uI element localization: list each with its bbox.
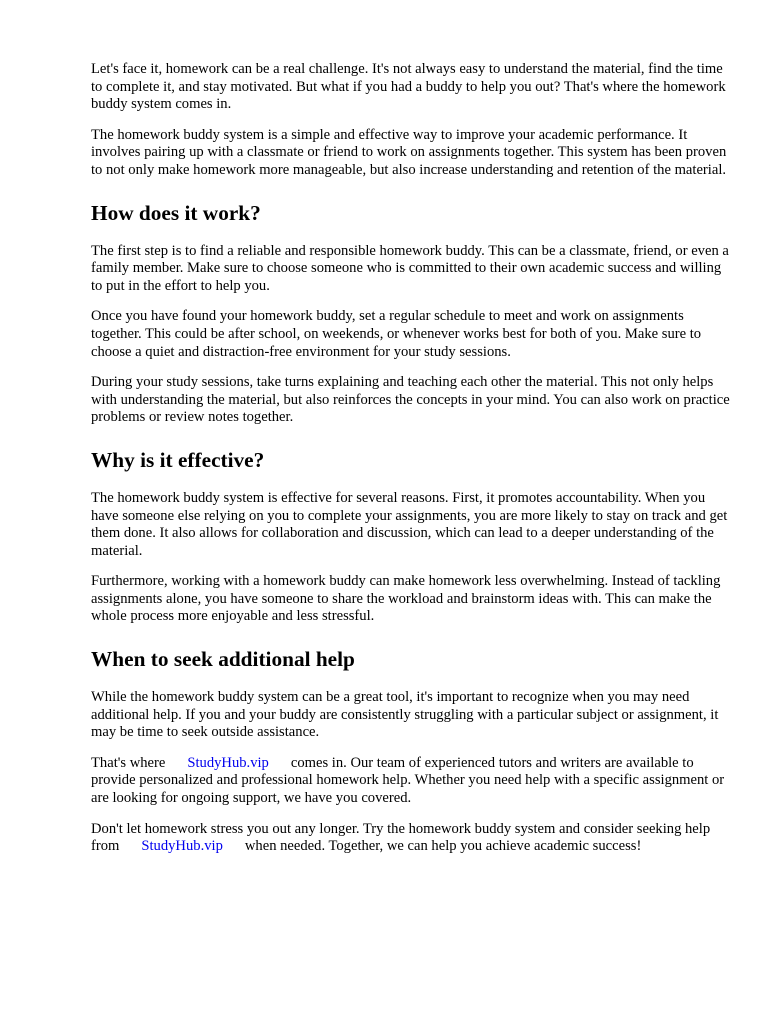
help-paragraph-3-before: Don't let homework stress you out any longer. Try the homework buddy system and consider seeking help from [91, 820, 711, 855]
how-paragraph-3: During your study sessions, take turns explaining and teaching each other the material. This not only helps with understanding the material, but also reinforces the concepts in your mind. You can also work on practice problems or review notes together. [91, 374, 730, 426]
section-heading-how-it-works: How does it work? [91, 200, 261, 225]
help-paragraph-2 [91, 755, 731, 808]
studyhub-link-2[interactable]: StudyHub.vip [141, 838, 223, 855]
studyhub-link[interactable]: StudyHub.vip [187, 754, 269, 771]
how-paragraph-2: Once you have found your homework buddy, set a regular schedule to meet and work on assignments together. This could be after school, on weekends, or whenever works best for both of you. Make sure to choose a quiet and distraction-free environment for your study sessions. [91, 308, 702, 360]
help-paragraph-2-after: comes in. Our team of experienced tutors and writers are available to provide personalized and professional homework help. Whether you need help with a specific assignment or are looking for ongoing support, we have you covered. [91, 754, 725, 807]
how-paragraph-1: The first step is to find a reliable and responsible homework buddy. This can be a classmate, friend, or even a family member. Make sure to choose someone who is committed to their own academic success and willing to put in the effort to help you. [91, 242, 729, 294]
section-heading-why-effective: Why is it effective? [91, 447, 265, 472]
document-body [91, 61, 731, 869]
help-paragraph-1: While the homework buddy system can be a great tool, it's important to recognize when you may need additional help. If you and your buddy are consistently struggling with a particular subject or assignment, it may be time to seek outside assistance. [91, 689, 719, 741]
help-paragraph-2-before: That's where [91, 754, 166, 771]
intro-paragraph-1: Let's face it, homework can be a real challenge. It's not always easy to understand the material, find the time to complete it, and stay motivated. But what if you had a buddy to help you out? That's where the homework buddy system comes in. [91, 61, 726, 113]
help-paragraph-3 [91, 821, 731, 856]
help-paragraph-3-after: when needed. Together, we can help you achieve academic success! [244, 838, 642, 855]
why-paragraph-1: The homework buddy system is effective for several reasons. First, it promotes accountability. When you have someone else relying on you to complete your assignments, you are more likely to stay on track and get them done. It also allows for collaboration and discussion, which can lead to a deeper understanding of the material. [91, 489, 728, 559]
why-paragraph-2: Furthermore, working with a homework buddy can make homework less overwhelming. Instead of tackling assignments alone, you have someone to share the workload and brainstorm ideas with. This can make the whole process more enjoyable and less stressful. [91, 573, 721, 625]
section-heading-additional-help: When to seek additional help [91, 647, 355, 672]
intro-paragraph-2: The homework buddy system is a simple and effective way to improve your academic performance. It involves pairing up with a classmate or friend to work on assignments together. This system has been proven to not only make homework more manageable, but also increase understanding and retention of the material. [91, 126, 727, 178]
